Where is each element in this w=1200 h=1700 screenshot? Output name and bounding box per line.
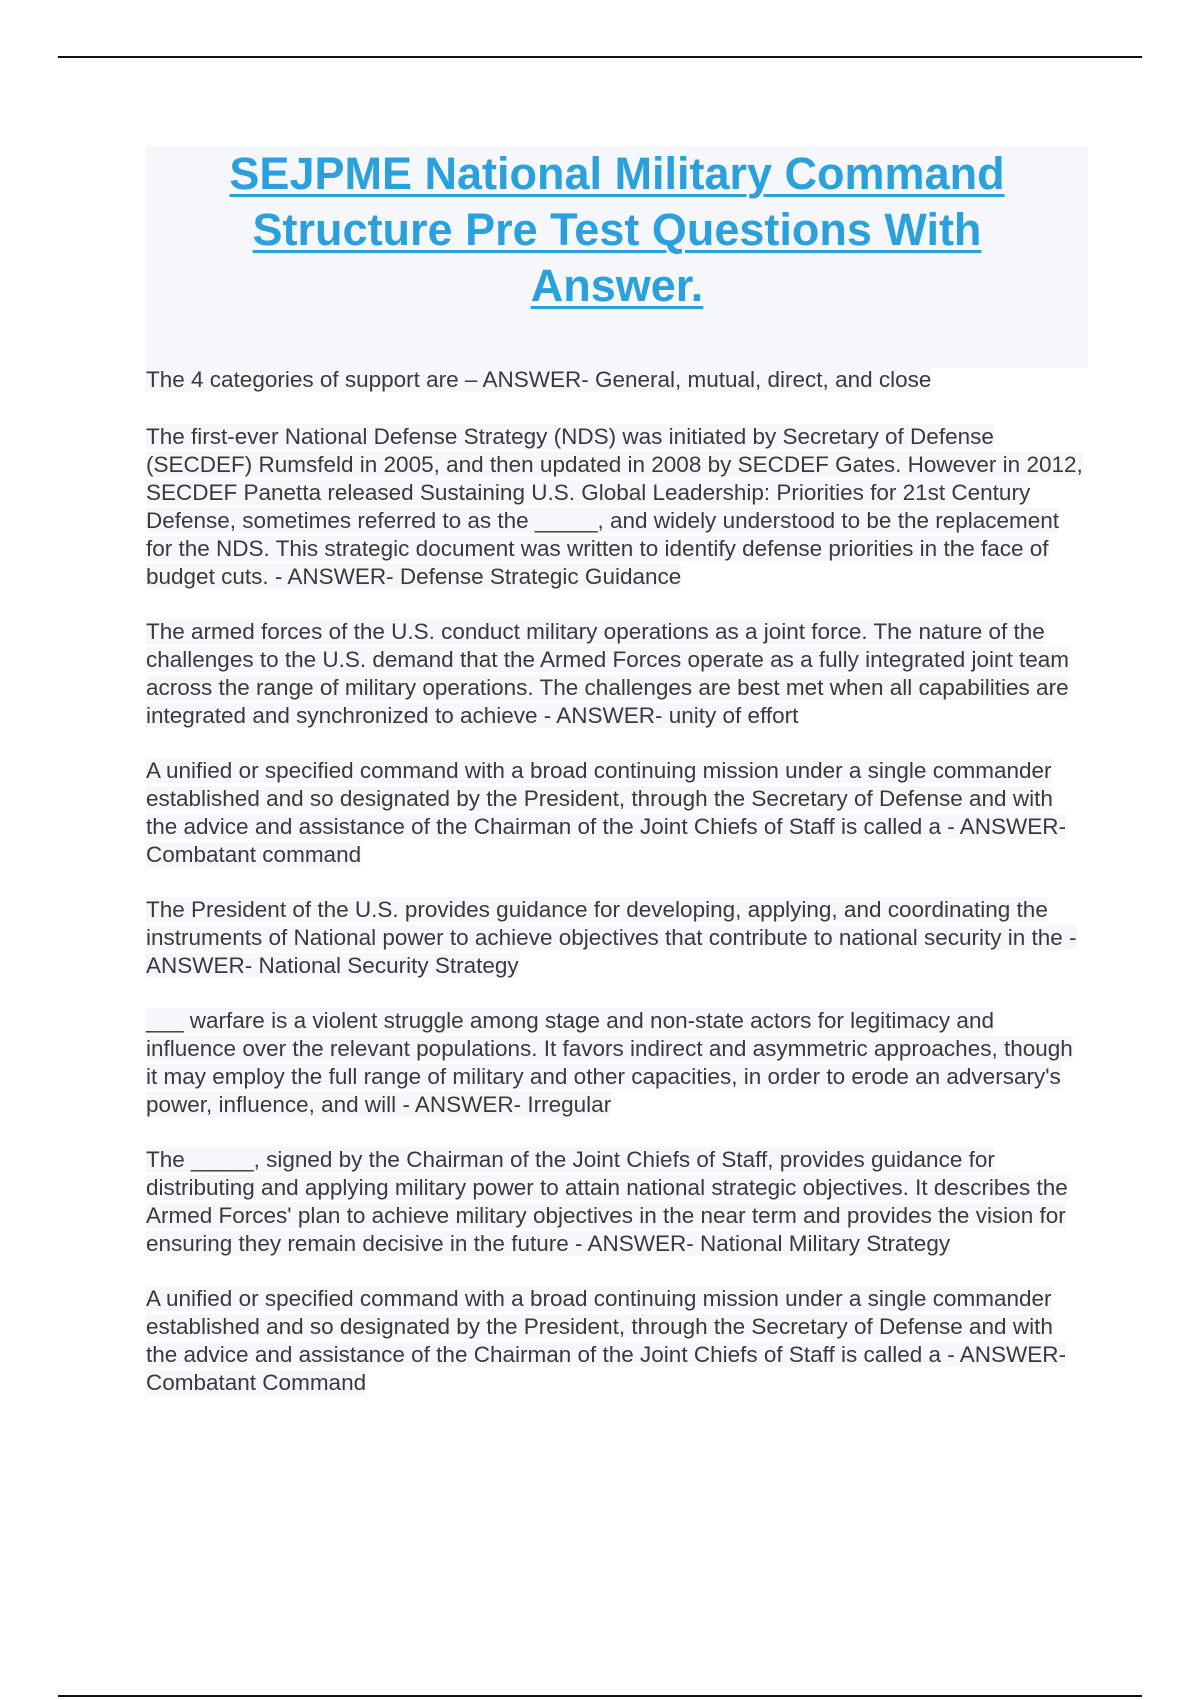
question-item-1: [146, 366, 1088, 394]
question-list: [146, 366, 1088, 1397]
question-text: The _____, signed by the Chairman of the Joint Chiefs of Staff, provides guidance for distributing and applying military power to attain national strategic objectives. It describes the Armed Forces' plan to achieve military objectives in the near term and provides the vision for ensuring they remain decisive in the future - ANSWER- National Military Strategy: [146, 1147, 1068, 1256]
question-item-3: [146, 618, 1088, 730]
question-text: The 4 categories of support are – ANSWER- General, mutual, direct, and close: [146, 367, 932, 392]
top-rule: [58, 56, 1142, 58]
title-block: [146, 146, 1088, 368]
question-item-4: [146, 757, 1088, 869]
question-text: A unified or specified command with a broad continuing mission under a single commander established and so designated by the President, through the Secretary of Defense and with the advice and assistance of the Chairman of the Joint Chiefs of Staff is called a - ANSWER- Combatant command: [146, 758, 1067, 867]
question-item-8: [146, 1285, 1088, 1397]
document-title: SEJPME National Military Command Structure Pre Test Questions With Answer.: [229, 148, 1005, 311]
question-item-5: [146, 896, 1088, 980]
question-item-2: [146, 423, 1088, 591]
question-text: ___ warfare is a violent struggle among stage and non-state actors for legitimacy and influence over the relevant populations. It favors indirect and asymmetric approaches, though it may employ the full range of military and other capacities, in order to erode an adversary's power, influence, and will - ANSWER- Irregular: [146, 1008, 1073, 1117]
bottom-rule: [58, 1695, 1142, 1697]
question-item-6: [146, 1007, 1088, 1119]
question-item-7: [146, 1146, 1088, 1258]
question-text: The President of the U.S. provides guidance for developing, applying, and coordinating the instruments of National power to achieve objectives that contribute to national security in the - ANSWER- National Security Strategy: [146, 897, 1077, 978]
question-text: A unified or specified command with a broad continuing mission under a single commander established and so designated by the President, through the Secretary of Defense and with the advice and assistance of the Chairman of the Joint Chiefs of Staff is called a - ANSWER- Combatant Command: [146, 1286, 1067, 1395]
question-text: The first-ever National Defense Strategy (NDS) was initiated by Secretary of Defense (SECDEF) Rumsfeld in 2005, and then updated in 2008 by SECDEF Gates. However in 2012, SECDEF Panetta released Sustaining U.S. Global Leadership: Priorities for 21st Century Defense, sometimes referred to as the _____, and widely understood to be the replacement for the NDS. This strategic document was written to identify defense priorities in the face of budget cuts. - ANSWER- Defense Strategic Guidance: [146, 424, 1083, 589]
question-text: The armed forces of the U.S. conduct military operations as a joint force. The nature of the challenges to the U.S. demand that the Armed Forces operate as a fully integrated joint team across the range of military operations. The challenges are best met when all capabilities are integrated and synchronized to achieve - ANSWER- unity of effort: [146, 619, 1070, 728]
